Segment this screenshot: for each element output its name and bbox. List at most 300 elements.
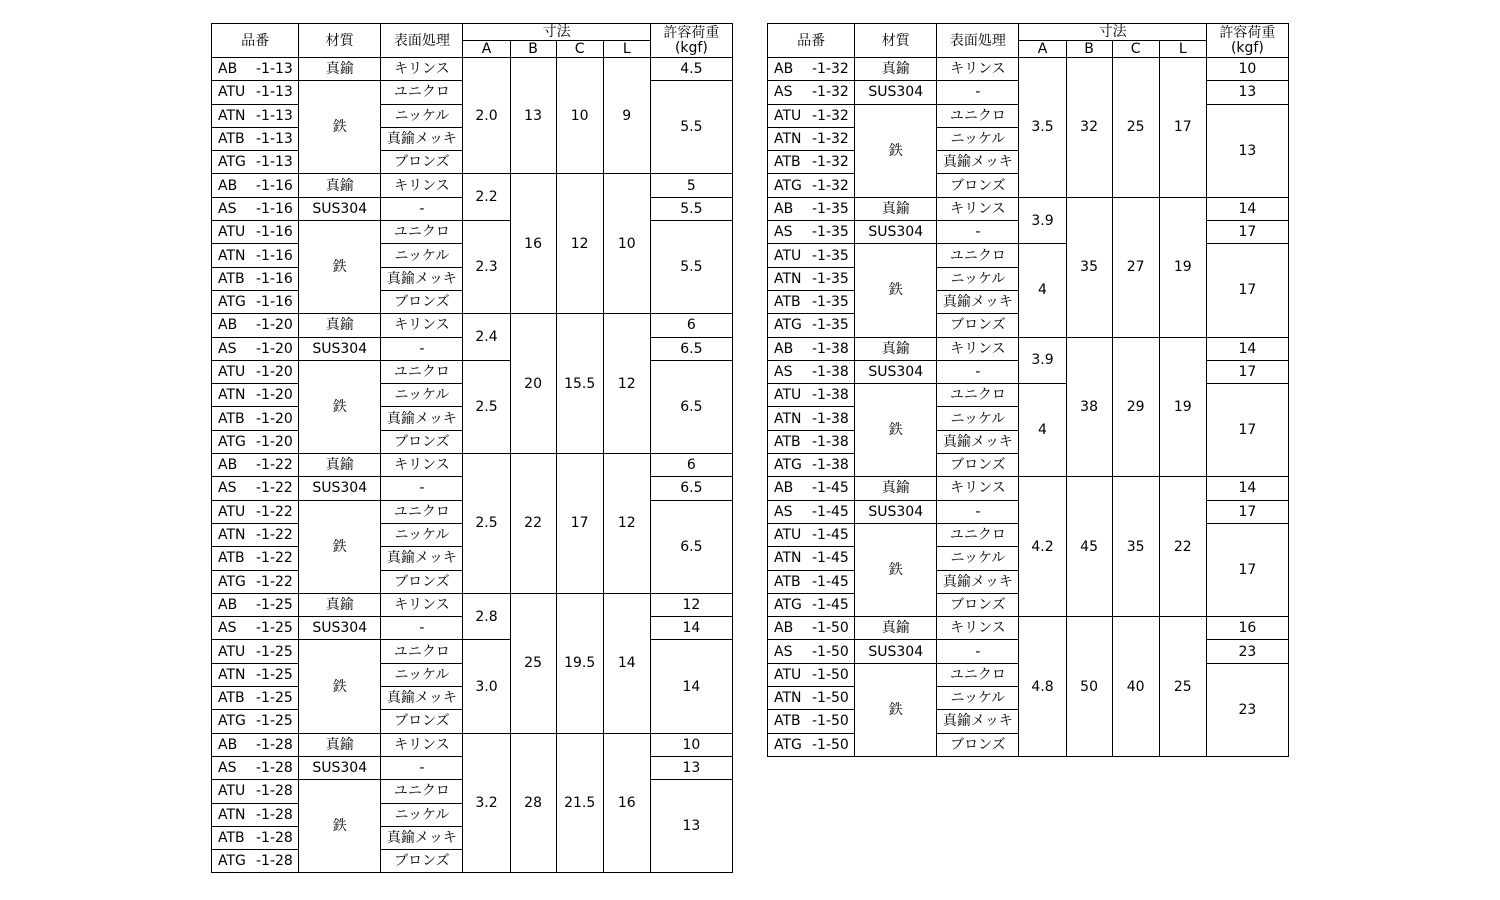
table-row (768, 197, 1289, 220)
part-prefix: ATU (774, 247, 802, 264)
load-cell: 6.5 (650, 477, 732, 500)
part-number-cell (768, 360, 855, 383)
part-number-cell (212, 547, 299, 570)
surface-cell: 真鍮メッキ (937, 710, 1019, 733)
part-suffix: -1-32 (812, 84, 849, 101)
dim-a-cell: 4 (1019, 244, 1066, 337)
dim-a-cell: 4 (1019, 384, 1066, 477)
part-prefix: ATG (218, 713, 246, 730)
part-prefix: ATN (774, 131, 802, 148)
surface-cell: ブロンズ (381, 710, 463, 733)
dim-b-cell: 25 (510, 593, 556, 733)
dim-l-header: L (603, 41, 650, 58)
surface-cell: ブロンズ (381, 570, 463, 593)
surface-cell: ニッケル (937, 267, 1019, 290)
dim-b-cell: 32 (1066, 58, 1112, 198)
part-suffix: -1-50 (812, 713, 849, 730)
dim-l-cell: 19 (1159, 197, 1206, 337)
part-prefix: ATG (218, 853, 246, 870)
part-number-cell (768, 267, 855, 290)
surface-cell: 真鍮メッキ (937, 290, 1019, 313)
part-number-cell (768, 733, 855, 756)
part-prefix: ATN (218, 806, 246, 823)
material-cell: SUS304 (855, 640, 937, 663)
material-cell: 真鍮 (855, 337, 937, 360)
surface-cell: ユニクロ (381, 81, 463, 104)
surface-cell: キリンス (937, 617, 1019, 640)
part-number-cell (212, 244, 299, 267)
material-cell: 鉄 (299, 500, 381, 593)
surface-cell: キリンス (381, 314, 463, 337)
table-row (212, 640, 733, 663)
part-prefix: ATU (774, 387, 802, 404)
surface-cell: - (381, 337, 463, 360)
part-prefix: ATN (218, 387, 246, 404)
dim-b-cell: 16 (510, 174, 556, 314)
part-suffix: -1-35 (812, 294, 849, 311)
dim-a-cell: 2.5 (463, 360, 510, 453)
part-suffix: -1-38 (812, 457, 849, 474)
material-cell: SUS304 (855, 221, 937, 244)
part-number-cell (768, 454, 855, 477)
dim-b-header: B (1066, 41, 1112, 58)
part-suffix: -1-16 (256, 294, 293, 311)
part-number-cell (768, 570, 855, 593)
part-number-cell (768, 547, 855, 570)
part-number-cell (212, 407, 299, 430)
dim-a-cell: 3.2 (463, 733, 510, 873)
part-suffix: -1-16 (256, 200, 293, 217)
part-number-cell (212, 81, 299, 104)
surface-cell: ニッケル (937, 127, 1019, 150)
part-suffix: -1-35 (812, 200, 849, 217)
surface-cell: ブロンズ (937, 733, 1019, 756)
part-prefix: ATG (774, 177, 802, 194)
part-number-cell (212, 174, 299, 197)
part-prefix: AB (218, 61, 238, 78)
part-suffix: -1-50 (812, 736, 849, 753)
part-prefix: AS (774, 503, 793, 520)
part-prefix: ATB (218, 690, 245, 707)
material-cell: SUS304 (299, 337, 381, 360)
part-suffix: -1-38 (812, 433, 849, 450)
table-row (212, 58, 733, 81)
part-suffix: -1-22 (256, 503, 293, 520)
part-prefix: ATG (774, 596, 802, 613)
load-cell: 14 (1206, 477, 1288, 500)
dim-b-cell: 20 (510, 314, 556, 454)
part-number-cell (768, 174, 855, 197)
table-row (768, 477, 1289, 500)
part-suffix: -1-28 (256, 829, 293, 846)
part-suffix: -1-45 (812, 503, 849, 520)
load-header-title: 許容荷重 (1219, 24, 1276, 41)
table-row (212, 733, 733, 756)
part-prefix: ATU (218, 783, 246, 800)
surface-cell: キリンス (937, 58, 1019, 81)
surface-cell: ユニクロ (937, 663, 1019, 686)
dim-a-cell: 2.0 (463, 58, 510, 174)
part-suffix: -1-28 (256, 760, 293, 777)
part-prefix: ATU (218, 364, 246, 380)
load-cell: 17 (1206, 244, 1288, 337)
part-suffix: -1-20 (256, 387, 293, 404)
part-prefix: AB (218, 736, 238, 753)
part-number-cell (212, 58, 299, 81)
part-number-cell (768, 104, 855, 127)
part-no-header: 品番 (768, 24, 855, 58)
part-prefix: AB (218, 596, 238, 613)
dim-l-cell: 12 (603, 454, 650, 594)
part-suffix: -1-22 (256, 527, 293, 544)
surface-cell: ユニクロ (937, 384, 1019, 407)
dim-b-cell: 13 (510, 58, 556, 174)
part-number-cell (768, 477, 855, 500)
load-header-unit: (kgf) (1230, 39, 1264, 56)
spec-table-right (767, 23, 1289, 757)
part-prefix: ATN (218, 247, 246, 264)
dim-c-header: C (556, 41, 603, 58)
part-prefix: ATB (774, 433, 801, 450)
dim-c-cell: 40 (1112, 617, 1159, 757)
load-header-title: 許容荷重 (663, 24, 720, 41)
part-number-cell (212, 803, 299, 826)
material-cell: 真鍮 (855, 197, 937, 220)
surface-cell: ニッケル (381, 663, 463, 686)
dim-l-cell: 19 (1159, 337, 1206, 477)
dim-b-header: B (510, 41, 556, 58)
table-row (212, 174, 733, 197)
load-header-unit: (kgf) (674, 39, 708, 56)
dim-a-cell: 3.5 (1019, 58, 1066, 198)
surface-cell: ニッケル (381, 803, 463, 826)
part-prefix: AB (774, 340, 794, 357)
part-suffix: -1-35 (812, 247, 849, 264)
part-number-cell (768, 314, 855, 337)
part-prefix: ATG (218, 433, 246, 450)
dim-a-cell: 3.0 (463, 640, 510, 733)
material-cell: 鉄 (855, 523, 937, 616)
table-row (212, 454, 733, 477)
part-prefix: ATG (218, 294, 246, 311)
surface-cell: 真鍮メッキ (381, 826, 463, 849)
dim-a-cell: 3.9 (1019, 197, 1066, 244)
part-suffix: -1-32 (812, 61, 849, 78)
part-number-cell (768, 58, 855, 81)
part-number-cell (212, 337, 299, 360)
part-suffix: -1-35 (812, 224, 849, 241)
part-suffix: -1-13 (256, 107, 293, 124)
part-prefix: AB (218, 457, 238, 474)
surface-cell: 真鍮メッキ (381, 687, 463, 710)
part-prefix: AB (774, 620, 794, 637)
part-number-cell (212, 850, 299, 873)
dim-l-cell: 17 (1159, 58, 1206, 198)
material-cell: 真鍮 (299, 733, 381, 756)
dimensions-header: 寸法 (463, 24, 650, 41)
dim-c-cell: 12 (556, 174, 603, 314)
part-suffix: -1-45 (812, 480, 849, 497)
part-prefix: ATG (218, 154, 246, 171)
material-cell: 真鍮 (855, 477, 937, 500)
part-prefix: AS (218, 200, 237, 217)
load-cell: 6.5 (650, 360, 732, 453)
part-number-cell (212, 780, 299, 803)
dim-l-cell: 14 (603, 593, 650, 733)
surface-cell: キリンス (381, 174, 463, 197)
dim-a-cell: 4.8 (1019, 617, 1066, 757)
part-suffix: -1-50 (812, 666, 849, 683)
material-cell: 鉄 (299, 81, 381, 174)
part-number-cell (212, 430, 299, 453)
material-cell: 真鍮 (299, 454, 381, 477)
dim-c-cell: 17 (556, 454, 603, 594)
surface-cell: ユニクロ (937, 523, 1019, 546)
part-number-cell (212, 477, 299, 500)
part-number-cell (212, 267, 299, 290)
load-cell: 14 (650, 617, 732, 640)
surface-cell: 真鍮メッキ (381, 267, 463, 290)
part-prefix: AS (218, 340, 237, 357)
part-number-cell (212, 104, 299, 127)
surface-cell: 真鍮メッキ (381, 407, 463, 430)
part-prefix: AB (218, 317, 238, 334)
part-suffix: -1-13 (256, 131, 293, 148)
dim-a-cell: 2.4 (463, 314, 510, 361)
part-prefix: AS (218, 620, 237, 637)
part-suffix: -1-32 (812, 131, 849, 148)
dim-a-cell: 3.9 (1019, 337, 1066, 384)
part-number-cell (768, 384, 855, 407)
surface-cell: ブロンズ (381, 151, 463, 174)
material-cell: 鉄 (299, 640, 381, 733)
table-row (212, 360, 733, 383)
part-number-cell (212, 221, 299, 244)
part-number-cell (212, 290, 299, 313)
part-suffix: -1-22 (256, 457, 293, 474)
part-prefix: ATN (774, 270, 802, 287)
surface-cell: ニッケル (381, 384, 463, 407)
part-suffix: -1-35 (812, 317, 849, 334)
material-cell: 鉄 (299, 360, 381, 453)
part-prefix: ATU (218, 84, 246, 101)
part-number-cell (212, 617, 299, 640)
dim-b-cell: 22 (510, 454, 556, 594)
dim-l-cell: 9 (603, 58, 650, 174)
surface-cell: - (381, 477, 463, 500)
dim-c-cell: 10 (556, 58, 603, 174)
surface-cell: ユニクロ (937, 104, 1019, 127)
part-suffix: -1-50 (812, 620, 849, 637)
surface-cell: 真鍮メッキ (937, 570, 1019, 593)
surface-cell: - (381, 617, 463, 640)
load-cell: 13 (650, 780, 732, 873)
part-suffix: -1-38 (812, 410, 849, 427)
part-number-cell (212, 314, 299, 337)
material-cell: 真鍮 (299, 58, 381, 81)
part-suffix: -1-22 (256, 550, 293, 567)
material-cell: 鉄 (299, 221, 381, 314)
surface-cell: ユニクロ (381, 640, 463, 663)
part-number-cell (768, 710, 855, 733)
dim-a-cell: 2.2 (463, 174, 510, 221)
load-cell: 23 (1206, 663, 1288, 756)
part-number-cell (212, 756, 299, 779)
material-cell: 真鍮 (855, 58, 937, 81)
part-suffix: -1-16 (256, 270, 293, 287)
part-prefix: AS (218, 760, 237, 777)
part-suffix: -1-28 (256, 736, 293, 753)
part-prefix: ATU (218, 643, 246, 660)
part-prefix: AB (218, 177, 238, 194)
part-prefix: AB (774, 480, 794, 497)
part-number-cell (212, 360, 299, 383)
dim-a-cell: 2.3 (463, 221, 510, 314)
load-cell: 4.5 (650, 58, 732, 81)
part-prefix: ATB (774, 713, 801, 730)
part-prefix: AS (774, 224, 793, 241)
dim-b-cell: 45 (1066, 477, 1112, 617)
surface-cell: ユニクロ (937, 244, 1019, 267)
part-prefix: ATN (774, 410, 802, 427)
part-number-cell (768, 197, 855, 220)
part-suffix: -1-20 (256, 433, 293, 450)
part-number-cell (768, 687, 855, 710)
part-prefix: ATB (218, 131, 245, 148)
part-suffix: -1-20 (256, 364, 293, 380)
part-suffix: -1-38 (812, 387, 849, 404)
part-number-cell (212, 663, 299, 686)
part-number-cell (768, 663, 855, 686)
part-suffix: -1-16 (256, 247, 293, 264)
surface-cell: ブロンズ (381, 850, 463, 873)
surface-cell: ニッケル (381, 104, 463, 127)
dim-c-header: C (1112, 41, 1159, 58)
part-number-cell (768, 221, 855, 244)
part-suffix: -1-22 (256, 480, 293, 497)
part-suffix: -1-25 (256, 643, 293, 660)
dim-b-cell: 28 (510, 733, 556, 873)
part-number-cell (212, 710, 299, 733)
part-suffix: -1-25 (256, 666, 293, 683)
part-suffix: -1-20 (256, 410, 293, 427)
part-suffix: -1-32 (812, 177, 849, 194)
part-number-cell (212, 454, 299, 477)
load-cell: 5 (650, 174, 732, 197)
surface-header: 表面処理 (381, 24, 463, 58)
dim-b-cell: 38 (1066, 337, 1112, 477)
load-cell: 17 (1206, 500, 1288, 523)
part-number-cell (212, 593, 299, 616)
part-suffix: -1-20 (256, 317, 293, 334)
surface-cell: - (937, 500, 1019, 523)
part-number-cell (768, 244, 855, 267)
load-cell: 16 (1206, 617, 1288, 640)
part-prefix: AS (774, 84, 793, 101)
material-cell: 鉄 (855, 663, 937, 756)
part-prefix: ATB (774, 573, 801, 590)
part-suffix: -1-13 (256, 61, 293, 78)
surface-cell: 真鍮メッキ (381, 547, 463, 570)
part-prefix: AS (774, 364, 793, 380)
part-number-cell (768, 127, 855, 150)
table-row (212, 221, 733, 244)
part-number-cell (768, 407, 855, 430)
dim-b-cell: 35 (1066, 197, 1112, 337)
part-prefix: AS (774, 643, 793, 660)
part-number-cell (212, 127, 299, 150)
load-header (1206, 24, 1288, 58)
dim-a-cell: 4.2 (1019, 477, 1066, 617)
table-body (768, 58, 1289, 757)
part-prefix: AS (218, 480, 237, 497)
load-cell: 14 (1206, 337, 1288, 360)
load-cell: 23 (1206, 640, 1288, 663)
part-prefix: ATU (774, 107, 802, 124)
material-cell: SUS304 (299, 756, 381, 779)
surface-cell: ブロンズ (381, 430, 463, 453)
part-suffix: -1-13 (256, 154, 293, 171)
dimensions-header: 寸法 (1019, 24, 1206, 41)
part-suffix: -1-20 (256, 340, 293, 357)
surface-cell: キリンス (381, 733, 463, 756)
surface-cell: キリンス (937, 477, 1019, 500)
part-number-cell (768, 81, 855, 104)
load-cell: 13 (1206, 104, 1288, 197)
spec-table-left (211, 23, 733, 873)
part-suffix: -1-13 (256, 84, 293, 101)
part-prefix: ATN (218, 666, 246, 683)
dim-a-header: A (463, 41, 510, 58)
part-prefix: ATN (774, 550, 802, 567)
part-suffix: -1-50 (812, 643, 849, 660)
part-number-cell (212, 687, 299, 710)
dim-a-header: A (1019, 41, 1066, 58)
surface-header: 表面処理 (937, 24, 1019, 58)
surface-cell: - (937, 221, 1019, 244)
part-prefix: ATN (218, 527, 246, 544)
load-cell: 6.5 (650, 500, 732, 593)
material-cell: SUS304 (299, 197, 381, 220)
material-cell: SUS304 (855, 81, 937, 104)
part-suffix: -1-32 (812, 154, 849, 171)
part-number-cell (768, 593, 855, 616)
load-cell: 10 (1206, 58, 1288, 81)
part-prefix: ATU (774, 666, 802, 683)
part-number-cell (768, 290, 855, 313)
load-cell: 17 (1206, 360, 1288, 383)
part-number-cell (768, 337, 855, 360)
part-prefix: ATU (774, 527, 802, 544)
material-cell: SUS304 (299, 477, 381, 500)
part-prefix: ATB (218, 410, 245, 427)
part-number-cell (212, 151, 299, 174)
part-number-cell (768, 640, 855, 663)
dim-c-cell: 15.5 (556, 314, 603, 454)
surface-cell: ニッケル (937, 547, 1019, 570)
load-cell: 12 (650, 593, 732, 616)
part-prefix: AB (774, 61, 794, 78)
table-row (768, 384, 1289, 407)
table-row (768, 58, 1289, 81)
part-prefix: ATN (218, 107, 246, 124)
surface-cell: - (937, 360, 1019, 383)
part-suffix: -1-32 (812, 107, 849, 124)
surface-cell: キリンス (381, 593, 463, 616)
material-cell: 真鍮 (855, 617, 937, 640)
surface-cell: ブロンズ (937, 314, 1019, 337)
material-header: 材質 (299, 24, 381, 58)
